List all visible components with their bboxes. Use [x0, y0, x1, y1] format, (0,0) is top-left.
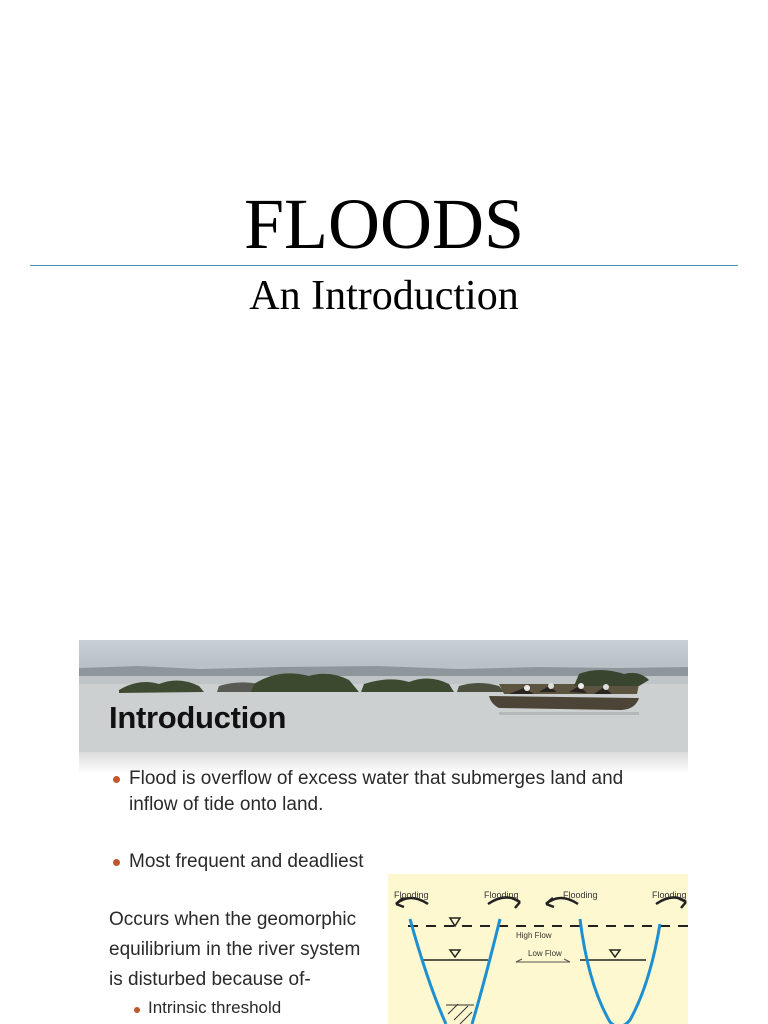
slide-image — [79, 636, 688, 1024]
sub-bullet-item — [134, 998, 281, 1018]
flooding-label: Flooding — [484, 890, 519, 900]
water-level-marker — [450, 950, 460, 957]
river-channel — [410, 919, 500, 1024]
bullet-text: Flood is overflow of excess water that submerges land and inflow of tide onto land. — [129, 768, 624, 815]
bullet-dot — [113, 859, 120, 866]
flood-photo-banner — [79, 640, 688, 752]
document-subtitle: An Introduction — [249, 273, 519, 319]
water-level-marker — [450, 918, 460, 926]
bullet-dot — [134, 1007, 140, 1013]
river-channel-diagram — [388, 874, 688, 1024]
water-level-marker — [610, 950, 620, 957]
body-line: Occurs when the geomorphic — [109, 909, 357, 930]
high-flow-label: High Flow — [516, 931, 552, 940]
river-channel — [580, 919, 660, 1024]
title-divider — [30, 265, 738, 266]
bullet-text: Most frequent and deadliest — [129, 851, 364, 872]
low-flow-label: Low Flow — [528, 949, 562, 958]
bullet-item — [113, 849, 364, 875]
body-line: equilibrium in the river system — [109, 939, 361, 960]
body-line: is disturbed because of- — [109, 969, 311, 990]
slide-heading: Introduction — [109, 700, 287, 735]
bullet-item — [113, 766, 653, 818]
flooding-label: Flooding — [652, 890, 687, 900]
flooding-label: Flooding — [563, 890, 598, 900]
flooding-label: Flooding — [394, 890, 429, 900]
bullet-dot — [113, 776, 120, 783]
sub-bullet-text: Intrinsic threshold — [148, 998, 282, 1017]
document-title: FLOODS — [243, 184, 525, 264]
